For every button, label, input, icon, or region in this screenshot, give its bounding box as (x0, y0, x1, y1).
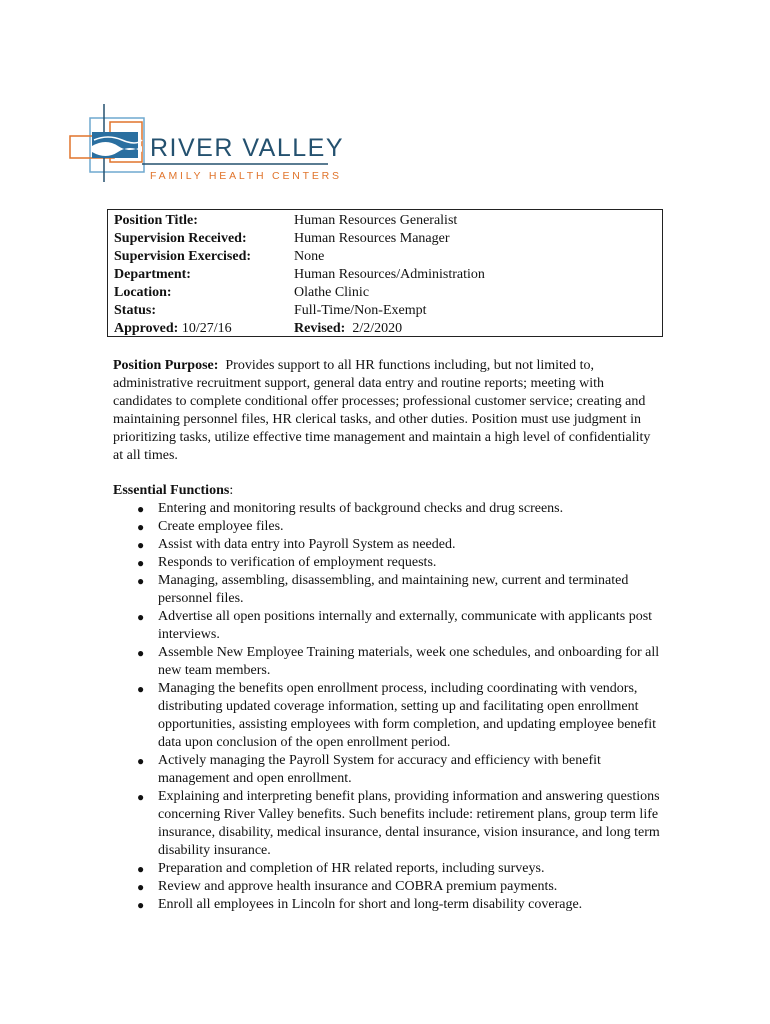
list-item-text: Enroll all employees in Lincoln for short and long-term disability coverage. (158, 897, 583, 912)
list-item (113, 860, 661, 878)
info-value: Human Resources Manager (294, 231, 450, 246)
info-row-department (114, 266, 485, 284)
bullet-icon: ● (137, 646, 145, 660)
bullet-icon: ● (137, 574, 145, 588)
info-label: Location: (114, 285, 172, 300)
bullet-icon: ● (137, 862, 145, 876)
info-label: Supervision Received: (114, 231, 247, 246)
list-item-text: Advertise all open positions internally and externally, communicate with applicants post interviews. (158, 609, 653, 642)
list-item-text: Assemble New Employee Training materials, week one schedules, and onboarding for all new team members. (158, 645, 660, 678)
purpose-label: Position Purpose: (113, 358, 219, 373)
list-item-text: Assist with data entry into Payroll System as needed. (158, 537, 456, 552)
list-item-text: Managing the benefits open enrollment process, including coordinating with vendors, distributing updated coverage information, setting up and facilitating open enrollment opportunities, assisting employees with form completion, and updating employee benefit data upon conclusion of the open enrollment period. (158, 681, 657, 750)
info-row-location (114, 284, 370, 302)
bullet-icon: ● (137, 682, 145, 696)
info-label: Supervision Exercised: (114, 249, 252, 264)
list-item (113, 554, 661, 572)
document-body (113, 357, 661, 914)
list-item (113, 500, 661, 518)
list-item (113, 608, 661, 644)
list-item (113, 572, 661, 608)
bullet-icon: ● (137, 790, 145, 804)
info-row-approved (114, 320, 403, 338)
list-item-text: Entering and monitoring results of background checks and drug screens. (158, 501, 564, 516)
info-row-status (114, 302, 427, 320)
bullet-icon: ● (137, 898, 145, 912)
purpose-text: Provides support to all HR functions including, but not limited to, administrative recruitment support, general data entry and routine reports; meeting with candidates to complete conditional offer processes; professional customer service; creating and maintaining personnel files, HR clerical tasks, and other duties. Position must use judgment in prioritizing tasks, utilize effective time management and maintain a high level of confidentiality at all times. (113, 358, 651, 463)
bullet-icon: ● (137, 502, 145, 516)
list-item (113, 752, 661, 788)
bullet-icon: ● (137, 880, 145, 894)
info-value: None (294, 249, 325, 264)
list-item-text: Preparation and completion of HR related reports, including surveys. (158, 861, 545, 876)
info-value: Olathe Clinic (294, 285, 370, 300)
list-item (113, 896, 661, 914)
info-label: Status: (114, 303, 157, 318)
list-item-text: Review and approve health insurance and COBRA premium payments. (158, 879, 558, 894)
list-item (113, 788, 661, 860)
approved-label: Approved: (114, 321, 179, 336)
list-item-text: Managing, assembling, disassembling, and maintaining new, current and terminated personnel files. (158, 573, 629, 606)
bullet-icon: ● (137, 556, 145, 570)
info-value: Full-Time/Non-Exempt (294, 303, 427, 318)
info-value: Human Resources Generalist (294, 213, 458, 228)
bullet-icon: ● (137, 538, 145, 552)
bullet-icon: ● (137, 520, 145, 534)
essential-functions-list (113, 500, 661, 914)
list-item (113, 878, 661, 896)
info-label: Department: (114, 267, 191, 282)
info-label: Position Title: (114, 213, 198, 228)
revised-date: 2/2/2020 (352, 321, 403, 336)
list-item-text: Responds to verification of employment requests. (158, 555, 437, 570)
info-row-position-title (114, 212, 458, 230)
info-row-supervision-exercised (114, 248, 325, 266)
logo-subtitle: FAMILY HEALTH CENTERS (150, 170, 342, 182)
essential-functions-colon: : (229, 483, 234, 498)
list-item (113, 644, 661, 680)
list-item (113, 518, 661, 536)
bullet-icon: ● (137, 754, 145, 768)
revised-group (294, 320, 402, 338)
list-item-text: Actively managing the Payroll System for accuracy and efficiency with benefit management and open enrollment. (158, 753, 601, 786)
list-item (113, 680, 661, 752)
revised-label: Revised: (294, 321, 346, 336)
list-item-text: Explaining and interpreting benefit plans, providing information and answering questions concerning River Valley benefits. Such benefits include: retirement plans, group term life insurance, disability, medical insurance, dental insurance, vision insurance, and long term disability insurance. (158, 789, 660, 858)
essential-functions-label: Essential Functions (113, 483, 230, 498)
list-item-text: Create employee files. (158, 519, 284, 534)
essential-functions-heading (113, 482, 661, 500)
logo-title: RIVER VALLEY (150, 134, 345, 162)
info-row-supervision-received (114, 230, 450, 248)
position-purpose (113, 357, 661, 465)
approved-date: 10/27/16 (181, 321, 232, 336)
list-item (113, 536, 661, 554)
info-value: Human Resources/Administration (294, 267, 485, 282)
position-info-box (107, 209, 663, 337)
bullet-icon: ● (137, 610, 145, 624)
